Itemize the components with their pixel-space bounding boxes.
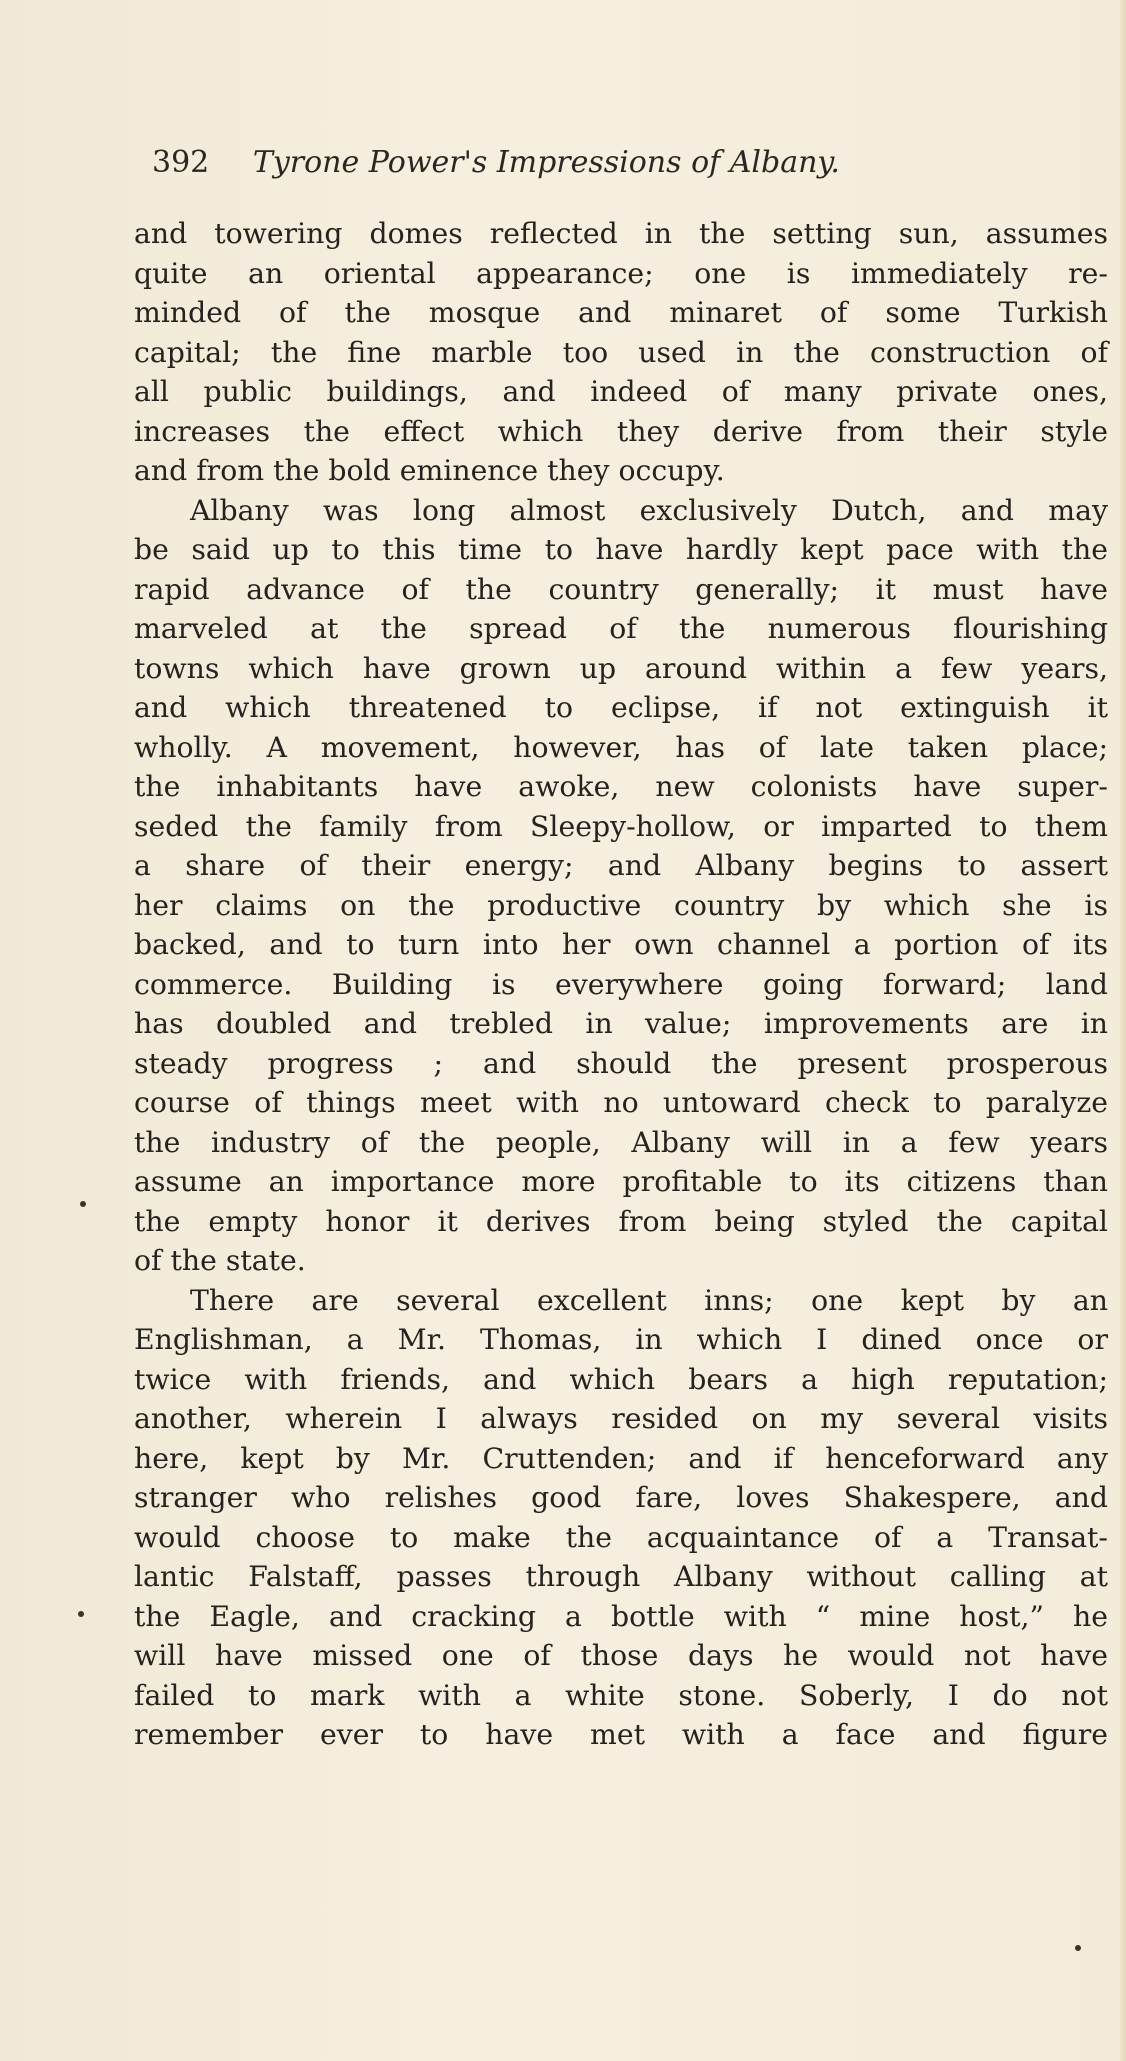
text-line: rapid advance of the country generally; it must have	[134, 572, 1108, 606]
text-line: minded of the mosque and minaret of some Turkish	[134, 296, 1108, 329]
text-line: backed, and to turn into her own channel a portion of its	[134, 928, 1108, 961]
text-line: twice with friends, and which bears a high reputation;	[134, 1362, 1108, 1396]
text-line: the inhabitants have awoke, new colonists have super-	[134, 770, 1108, 803]
text-line: a share of their energy; and Albany begins to assert	[134, 849, 1108, 882]
text-line: of the state.	[134, 1244, 306, 1277]
text-line: will have missed one of those days he would not have	[134, 1639, 1108, 1672]
text-line: the industry of the people, Albany will in a few years	[134, 1125, 1108, 1159]
text-line: marveled at the spread of the numerous flourishing	[134, 612, 1108, 645]
text-line: would choose to make the acquaintance of a Transat-	[134, 1520, 1108, 1554]
text-line: and which threatened to eclipse, if not extinguish it	[134, 691, 1108, 724]
text-line: her claims on the productive country by which she is	[134, 888, 1108, 922]
text-line: failed to mark with a white stone. Soberly, I do not	[134, 1678, 1108, 1712]
text-line: and from the bold eminence they occupy.	[134, 454, 725, 487]
text-line: towns which have grown up around within a few years,	[134, 651, 1108, 685]
paragraph-1	[134, 214, 1108, 491]
paragraph-2	[134, 491, 1108, 1281]
text-line: Albany was long almost exclusively Dutch, and may	[190, 493, 1108, 527]
text-line: the empty honor it derives from being styled the capital	[134, 1204, 1108, 1238]
text-line: remember ever to have met with a face and figure	[134, 1718, 1108, 1751]
text-line: commerce. Building is everywhere going forward; land	[134, 967, 1108, 1001]
page-header	[152, 140, 972, 186]
text-line: seded the family from Sleepy-hollow, or imparted to them	[134, 809, 1108, 843]
text-line: be said up to this time to have hardly kept pace with the	[134, 533, 1108, 566]
text-line: There are several excellent inns; one kept by an	[190, 1283, 1108, 1317]
text-line: another, wherein I always resided on my several visits	[134, 1402, 1108, 1435]
text-line: capital; the fine marble too used in the construction of	[134, 335, 1108, 369]
text-line: wholly. A movement, however, has of late taken place;	[134, 730, 1108, 764]
body-text	[134, 214, 1108, 1755]
text-line: steady progress ; and should the present prosperous	[134, 1046, 1108, 1080]
text-line: lantic Falstaff, passes through Albany without calling at	[134, 1560, 1108, 1593]
text-line: course of things meet with no untoward check to paralyze	[134, 1086, 1108, 1119]
page-edge	[1120, 0, 1126, 2061]
text-line: stranger who relishes good fare, loves Shakespere, and	[134, 1481, 1108, 1514]
text-line: increases the effect which they derive from their style	[134, 414, 1108, 448]
text-line: the Eagle, and cracking a bottle with “ mine host,” he	[134, 1599, 1108, 1633]
text-line: here, kept by Mr. Cruttenden; and if henceforward any	[134, 1441, 1108, 1475]
running-title: Tyrone Power's Impressions of Albany.	[252, 145, 840, 180]
paper-speck	[78, 1611, 84, 1617]
text-line: quite an oriental appearance; one is immediately re-	[134, 256, 1108, 290]
text-line: has doubled and trebled in value; improvements are in	[134, 1007, 1108, 1040]
text-line: all public buildings, and indeed of many private ones,	[134, 375, 1108, 408]
text-line: Englishman, a Mr. Thomas, in which I dined once or	[134, 1323, 1108, 1356]
text-line: and towering domes reflected in the setting sun, assumes	[134, 217, 1108, 250]
paper-speck	[1075, 1945, 1081, 1951]
paragraph-3	[134, 1281, 1108, 1755]
page-number: 392	[152, 145, 210, 180]
text-line: assume an importance more profitable to its citizens than	[134, 1165, 1108, 1198]
paper-speck	[80, 1201, 86, 1207]
